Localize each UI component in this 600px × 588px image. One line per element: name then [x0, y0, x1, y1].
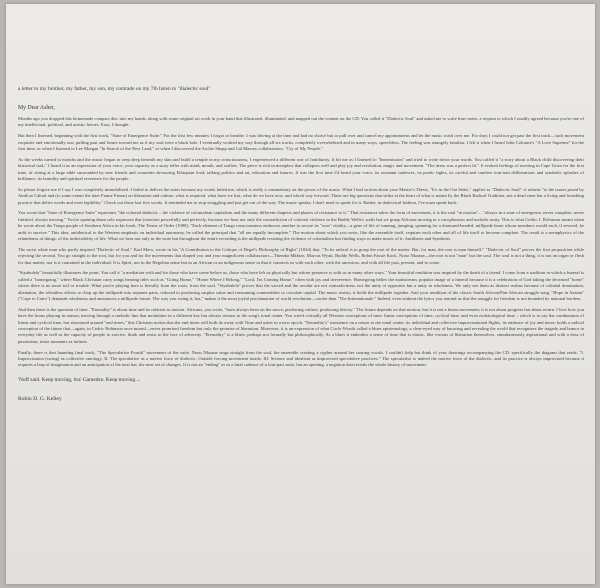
paragraph-5: You wrote that "State of Emergence Suite" represents "the colonial dialectic – the violence of colonialism capitalism and the many different chapters and phases of resistance to it." That resistance takes the form of movement, it is the soul "in motion"... "always in a state of emergence, never complete, never finished, always moving." You're opening drum solo expresses that (emotion powerfully and perfectly, because we hear not only the contradiction of colonial violence in the Buddy Wells's wails but we grasp Africans moving in a cacophonous and melodic unity. This is what Cedric J. Robinson meant when he wrote about the Tonga people of Southern Africa in his book, The Terms of Order (1980): "Each element of Tonga consciousness embraces another to secure its "own" vitality—a gene of life of running, jumping, spinning for a thousand-headed, millipede beast whose members would each, if severed, be unfit to survive." This idea, antithetical to the Western emphasis on individual autonomy, he called the principal that "all are equally incomplete." The motion about which you write, like the ensemble itself, requires each other and all of life itself to become complete. The result is a metaphysics of the relatedness of things, of the indivisibility of life. What we hear not only in the suite but throughout the entire recording is the millipede resisting the violence of colonialism but finding ways to make music of it: Antithesis and Synthesis.: [18, 210, 584, 241]
paragraph-6: The racist white man who partly inspired "Dialectic of Soul," Karl Marx, wrote in his "A Contribution to the Critique of Hegel's Philosophy of Right" (1844) that, "To be radical is to grasp the root of the matter. But, for man, the root is man himself." "Dialectic of Soul" proves the first proposition while rejecting the second. You go straight to the root, but for you and for the movements that shaped you and your magnificent collaborators—Themba Mkhize, Marcus Wyatt, Buddy Wells, Robin Fassie Kock, Nono Nkoane—the root is not "man" but the soul. The soul is not a thing, it is not an organ or flesh for that matter, nor is it contained in the individual. It is Spirit, not in the Hegelian sense but in an African or an indigenous sense in that it connects us with each other, with the ancestors, and with all life past, present, and to come.: [18, 246, 584, 265]
paragraph-1: Months ago you dropped this homemade compact disc into my hands, along with some original art work in your hand that illustrated, illuminated, and mapped out the content on the CD. You called it "Dialectic Soul" and asked me to write liner notes, a request to which I readily agreed because you're one of my intellectual, political, and artistic heroes. Easy, I thought.: [18, 116, 584, 128]
paragraph-3: As the weeks turned to months and the music began to seep deep beneath my skin and build a temple in my consciousness, I experienced a different sort of familiarity. It hit me as I listened to "Intermission" and tried to write down your words. You called it "a story about a Black child discovering their historical task." I heard it as an expression of your voice, your capacity as a story teller with mind, mouth, and wallets. The piece is rich in metaphor that collapses well and play joy and revolution, magic and movement. "The dress was a perfect fit." It evoked feelings of meeting in Cape Town for the first time, of sitting at a large table surrounded by new friends and comrades devouring Ethiopian food, talking politics and art, education and futures. It was the first time I'd heard your voice, its resonant cadences, its poetic fights, its careful and carefree tom-tom deliberations and symbolic splashes of brilliance, its humility and spiritual reverence for the people.: [18, 156, 584, 181]
salutation: My Dear Asher,: [18, 105, 55, 111]
liner-notes-page: [6, 4, 595, 584]
paragraph-4: So please forgive me if I say I was completely immobilized. I failed to deliver the notes because my words failed me, which is really a commentary on the power of the music. What I had written about your Master's Thesis, "It's in the Out Sides," applies to "Dialectic Soul": it returns "to the issues posed by Amilcar Cabral and (to some extent the later Frantz Fanon) on liberation and culture, what is required, what have we lost, what do we have now, and which way forward. These are big questions that strike at the heart of what is meant by the Black Radical Tradition, not a dead zone but a living and breathing practice that defies words and even legibility." Check out those last five words. It reminded me to stop struggling and just get out of the way. The music speaks; I don't need to speak for it. Rather, in dialectical fashion, I've must speak back.: [18, 186, 584, 205]
paragraph-7: "Siyabulela" beautifully illustrates the point. You call it "a mediation with and for those who have come before us, those who have left us physically but whose presence is with us in many other ways." Your beautiful rendition was inspired by the death of a friend. I come from a tradition in which a funeral is called a "homegoing," where Black Christian carry songs bearing titles such as "Going Home," "Home Where I Belong," "Lord, I'm Coming Home," often with joy and irreverence. Homegoing belies the mainstream, popular image of a funeral because it is a celebration of God taking the deceased "home" where there is no more toil or trouble. What you're playing here is literally from the roots, from the soul. "Siyabulela" proves that the sacred and the secular are not contradictions, not the unity of opposites but a unity in wholeness. We only see them as distinct realms because of colonial domination, alienation, the relentless efforts to chop up the millipede into separate parts, reduced to producing surplus value and consuming commodities to circulate capital. The music resists, it holds the millipede together. And your rendition of the classic South African/Pan-African struggle song, "Hope in Azania" ("Cape to Cairo") demands wholeness and announces a millipede future. The way you swing it, bra," makes it the most joyful proclamation of world revolution—cooler than "The Internationale." Indeed, even without the lyrics you remind us that the struggle for freedom is not bounded by national borders.: [18, 270, 584, 301]
paragraph-8: And then there is the question of time. "Eternality" is about time and its relation to motion. Africans, you write, "have always been on the move, producing culture, producing history." The future depends on that motion, but it is not a linear movement; it is not about progress but about return. I love how you have the horns playing in unison, moving through a melodic line that modulates in a different key but always returns to the song's tonal center. You wreck virtually all Western conceptions of time: linear conceptions of time, cyclical time, and even eschatological time – which is to say the combination of linear and cyclical time, but structured around "end times," this Christian notion that the end times will both do away with Time and usher in a new epoch. "Eternality's" insistence on a return to the tonal center, its individual and collective improvisational flights, its embrace of joy and terror, holds a radical conception of the future that—again, in Cedric Robinson once mused—never promised freedom but only the promise of liberation. Moreover, it is an expression of what Circle Woods called a blues epistemology, a clear-eyed way of knowing and revealing the world that recognizes the tragedy and humor in everyday life as well as the capacity of people to survive, think and resist in the face of adversity. "Eternality" is a blues, perhaps not formally but philosophically. As a blues it embodies a sense of time that is elastic, like visions of liberation themselves, simultaneously aspirational and with a dose of pessimism, resist moments as infinite.: [18, 306, 584, 344]
closing-line: 'Nuff said. Keep moving, bra' Gamedze. Keep moving....: [18, 376, 141, 383]
paragraph-2: But then I listened, beginning with the first track, "State of Emergence Suite." For the first few minutes I forgot to breathe. I was driving at the time and had no choice but to pull over and cancel my appointments and let the music wash over me. For days I could not get past the first track—such movement exquisite and emotionally raw, pulling past and future toward me as if my soul were a black hole. I eventually worked my way through all six tracks, completely overwhelmed and in many ways, speechless. The feeling was strangely familiar. I felt it when I heard John Coltrane's "A Love Supreme" for the first time, or when I listened to Lee Morgan "In Search of the New Land," or when I discovered the Archie Shepp and Cal Massey collaboration, "Cry of My People.": [18, 133, 584, 151]
paragraph-9: Finally, there is that haunting final track, "The Speculative Fourth" movement of the suite. Nono Nkoane sings straight from the soul, the ensemble creating a cypher around her soaring vocals. I couldn't help but think of your drawings accompanying the CD, specifically the diagram that reads: "I. Improvisation (swing) as collective ontology. II. The speculative as a motive force of dialectic. Outside forcing movement inside. III. Science and idealism as improvised speculative practices." The speculative is indeed the motive force of the dialectic, and its practice is always improvised because it requires a leap of imagination and an anticipation of the next bar, the next set of changes. It is not an "ending" as in a final cadence of a four-part suite, but an opening, a negation that reveals the whole history of movement.: [18, 349, 584, 368]
dedication-line: a letter to my brother, my father, my son, my comrade on my 7th listen to "dialectic soul": [18, 86, 211, 92]
letter-body: [18, 86, 584, 403]
signature: Robin D. G. Kelley: [18, 395, 62, 402]
